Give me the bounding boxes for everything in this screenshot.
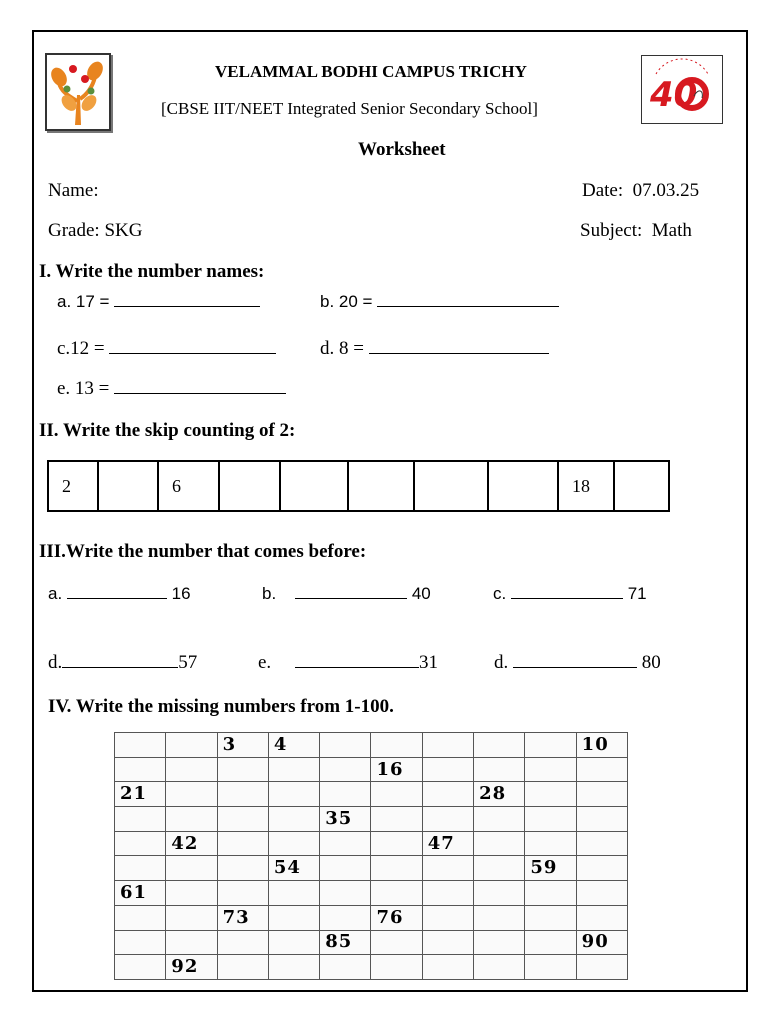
skip-cell: [219, 461, 280, 511]
grid-cell: [217, 955, 268, 980]
grid-row: [115, 955, 628, 980]
grid-cell: [525, 881, 576, 906]
grid-cell: [371, 930, 422, 955]
grid-cell: [320, 733, 371, 758]
answer-line: [511, 584, 623, 599]
logo-40-text: 40: [650, 75, 698, 115]
grid-row: [115, 733, 628, 758]
grid-cell: 16: [371, 757, 422, 782]
q3-item-c: [493, 584, 647, 604]
name-label: Name:: [48, 180, 99, 201]
grid-cell: [115, 733, 166, 758]
grid-cell: [115, 757, 166, 782]
answer-line: [513, 653, 637, 668]
grid-cell: [371, 782, 422, 807]
grid-row: [115, 881, 628, 906]
question-1-heading: I. Write the number names:: [39, 261, 265, 282]
q3-c-label: c.: [493, 584, 507, 603]
grid-cell: [320, 782, 371, 807]
grid-cell: [371, 881, 422, 906]
q1-item-d: [320, 338, 549, 360]
grid-cell: [525, 831, 576, 856]
grid-cell: [371, 955, 422, 980]
date-label: Date:: [582, 180, 624, 201]
grid-cell: [115, 831, 166, 856]
grid-cell: [268, 831, 319, 856]
answer-line: [114, 379, 286, 394]
grid-cell: 73: [217, 905, 268, 930]
school-type: [CBSE IIT/NEET Integrated Senior Secondary School]: [161, 99, 538, 118]
grid-cell: [576, 807, 627, 832]
grid-row: [115, 930, 628, 955]
worksheet-title: Worksheet: [358, 139, 446, 160]
grid-cell: [115, 807, 166, 832]
grid-row: [115, 856, 628, 881]
q3-b-value: 40: [411, 584, 431, 603]
grid-cell: [525, 955, 576, 980]
answer-line: [369, 339, 549, 354]
grid-cell: 28: [474, 782, 525, 807]
tree-logo-icon: [47, 55, 109, 129]
grid-cell: [422, 733, 473, 758]
grid-cell: 35: [320, 807, 371, 832]
grid-cell: [320, 757, 371, 782]
grid-cell: [576, 881, 627, 906]
grid-cell: [474, 955, 525, 980]
q3-e-label: e.: [258, 652, 272, 673]
q3-a-label: a.: [48, 584, 63, 603]
q3-d-label: d.: [48, 652, 63, 673]
grid-cell: [166, 782, 217, 807]
grid-row: [115, 831, 628, 856]
q3-a-value: 16: [171, 584, 191, 603]
grid-cell: [217, 856, 268, 881]
grid-cell: [320, 881, 371, 906]
answer-line: [67, 584, 167, 599]
skip-cell: [98, 461, 158, 511]
q1-a-label: a. 17 =: [57, 292, 110, 311]
grid-cell: [166, 881, 217, 906]
grid-cell: [268, 807, 319, 832]
grid-cell: [474, 733, 525, 758]
question-2-heading: II. Write the skip counting of 2:: [39, 420, 296, 441]
grid-cell: [166, 757, 217, 782]
grid-cell: [371, 831, 422, 856]
answer-line: [377, 292, 559, 307]
q1-item-c: [57, 338, 276, 360]
grid-cell: 59: [525, 856, 576, 881]
q3-item-a: [48, 584, 191, 604]
grid-cell: [268, 782, 319, 807]
grid-cell: 10: [576, 733, 627, 758]
grid-cell: [525, 905, 576, 930]
school-logo: [45, 53, 111, 131]
grid-cell: [217, 757, 268, 782]
skip-count-table: [47, 460, 670, 512]
grid-cell: [166, 930, 217, 955]
q3-item-e: [258, 652, 438, 674]
grid-cell: [422, 930, 473, 955]
grid-cell: [115, 955, 166, 980]
q1-d-label: d. 8 =: [320, 338, 364, 359]
grid-cell: [115, 905, 166, 930]
grid-cell: [268, 905, 319, 930]
grid-cell: [422, 881, 473, 906]
grid-cell: 4: [268, 733, 319, 758]
grid-cell: [474, 905, 525, 930]
q1-c-label: c.12 =: [57, 338, 105, 359]
grid-cell: [320, 831, 371, 856]
grid-cell: [525, 782, 576, 807]
skip-cell: [280, 461, 348, 511]
date-value: 07.03.25: [632, 180, 700, 201]
grid-cell: 92: [166, 955, 217, 980]
grid-cell: [422, 807, 473, 832]
grid-cell: [217, 881, 268, 906]
grid-row: [115, 757, 628, 782]
grid-cell: [576, 905, 627, 930]
answer-line: [295, 584, 407, 599]
q3-item-f: [494, 652, 661, 674]
grid-row: [115, 782, 628, 807]
answer-line: [295, 653, 419, 668]
grid-cell: [525, 807, 576, 832]
anniversary-40-icon: [642, 56, 722, 123]
school-name: VELAMMAL BODHI CAMPUS TRICHY: [215, 62, 527, 81]
subject-value: Math: [651, 220, 692, 241]
q1-b-label: b. 20 =: [320, 292, 373, 311]
skip-cell: [414, 461, 488, 511]
grid-cell: [320, 856, 371, 881]
q3-b-label: b.: [262, 584, 277, 603]
grid-cell: 76: [371, 905, 422, 930]
grid-cell: [576, 856, 627, 881]
grid-cell: 21: [115, 782, 166, 807]
skip-cell: 2: [48, 461, 98, 511]
grid-cell: [422, 757, 473, 782]
q3-f-value: 80: [641, 652, 661, 673]
q1-e-label: e. 13 =: [57, 378, 110, 399]
grid-cell: [371, 733, 422, 758]
grid-cell: 61: [115, 881, 166, 906]
grid-cell: [474, 757, 525, 782]
skip-cell: [488, 461, 558, 511]
grade-label: Grade: SKG: [48, 220, 143, 241]
grid-cell: [525, 930, 576, 955]
subject-field: [580, 220, 692, 242]
grid-cell: [166, 807, 217, 832]
grid-row: [115, 807, 628, 832]
anniversary-logo: [641, 55, 723, 124]
skip-cell: 18: [558, 461, 614, 511]
grid-cell: [474, 856, 525, 881]
q3-c-value: 71: [627, 584, 647, 603]
grid-cell: [115, 856, 166, 881]
grid-cell: [268, 757, 319, 782]
q3-item-d: [48, 652, 197, 674]
grid-cell: [422, 782, 473, 807]
skip-cell: [348, 461, 414, 511]
subject-label: Subject:: [580, 220, 643, 241]
grid-cell: [525, 733, 576, 758]
q3-e-value: 31: [418, 652, 438, 673]
grid-cell: [474, 807, 525, 832]
question-3-heading: III.Write the number that comes before:: [39, 541, 367, 562]
grid-cell: 54: [268, 856, 319, 881]
answer-line: [62, 653, 178, 668]
grid-cell: [576, 831, 627, 856]
skip-cell: 6: [158, 461, 219, 511]
hundred-chart-grid: [114, 732, 628, 980]
grid-cell: [217, 807, 268, 832]
grid-cell: [217, 831, 268, 856]
grid-cell: [268, 955, 319, 980]
answer-line: [109, 339, 276, 354]
worksheet-page: [32, 30, 748, 992]
grid-cell: [166, 856, 217, 881]
grid-cell: [166, 733, 217, 758]
grid-cell: [422, 955, 473, 980]
grid-cell: [525, 757, 576, 782]
grid-cell: [320, 955, 371, 980]
grid-cell: [268, 930, 319, 955]
grid-cell: [474, 881, 525, 906]
grid-cell: [217, 930, 268, 955]
question-4-heading: IV. Write the missing numbers from 1-100.: [48, 696, 394, 717]
grid-cell: [474, 831, 525, 856]
grid-cell: [115, 930, 166, 955]
q3-f-label: d.: [494, 652, 509, 673]
answer-line: [114, 292, 260, 307]
skip-cell: [614, 461, 669, 511]
grid-cell: [371, 807, 422, 832]
q3-d-value: 57: [178, 652, 198, 673]
grid-cell: 90: [576, 930, 627, 955]
q1-item-b: [320, 292, 559, 312]
grid-cell: [422, 856, 473, 881]
q1-item-e: [57, 378, 286, 400]
grid-cell: [576, 955, 627, 980]
q1-item-a: [57, 292, 260, 312]
grid-cell: [474, 930, 525, 955]
grid-cell: 42: [166, 831, 217, 856]
grid-cell: [422, 905, 473, 930]
grid-cell: [576, 782, 627, 807]
grid-cell: 47: [422, 831, 473, 856]
grid-cell: [268, 881, 319, 906]
q3-item-b: [262, 584, 431, 604]
date-field: [582, 180, 699, 202]
grid-cell: [217, 782, 268, 807]
grid-row: [115, 905, 628, 930]
grid-cell: 85: [320, 930, 371, 955]
grid-cell: [371, 856, 422, 881]
grid-cell: 3: [217, 733, 268, 758]
grid-cell: [320, 905, 371, 930]
grid-cell: [576, 757, 627, 782]
grid-cell: [166, 905, 217, 930]
